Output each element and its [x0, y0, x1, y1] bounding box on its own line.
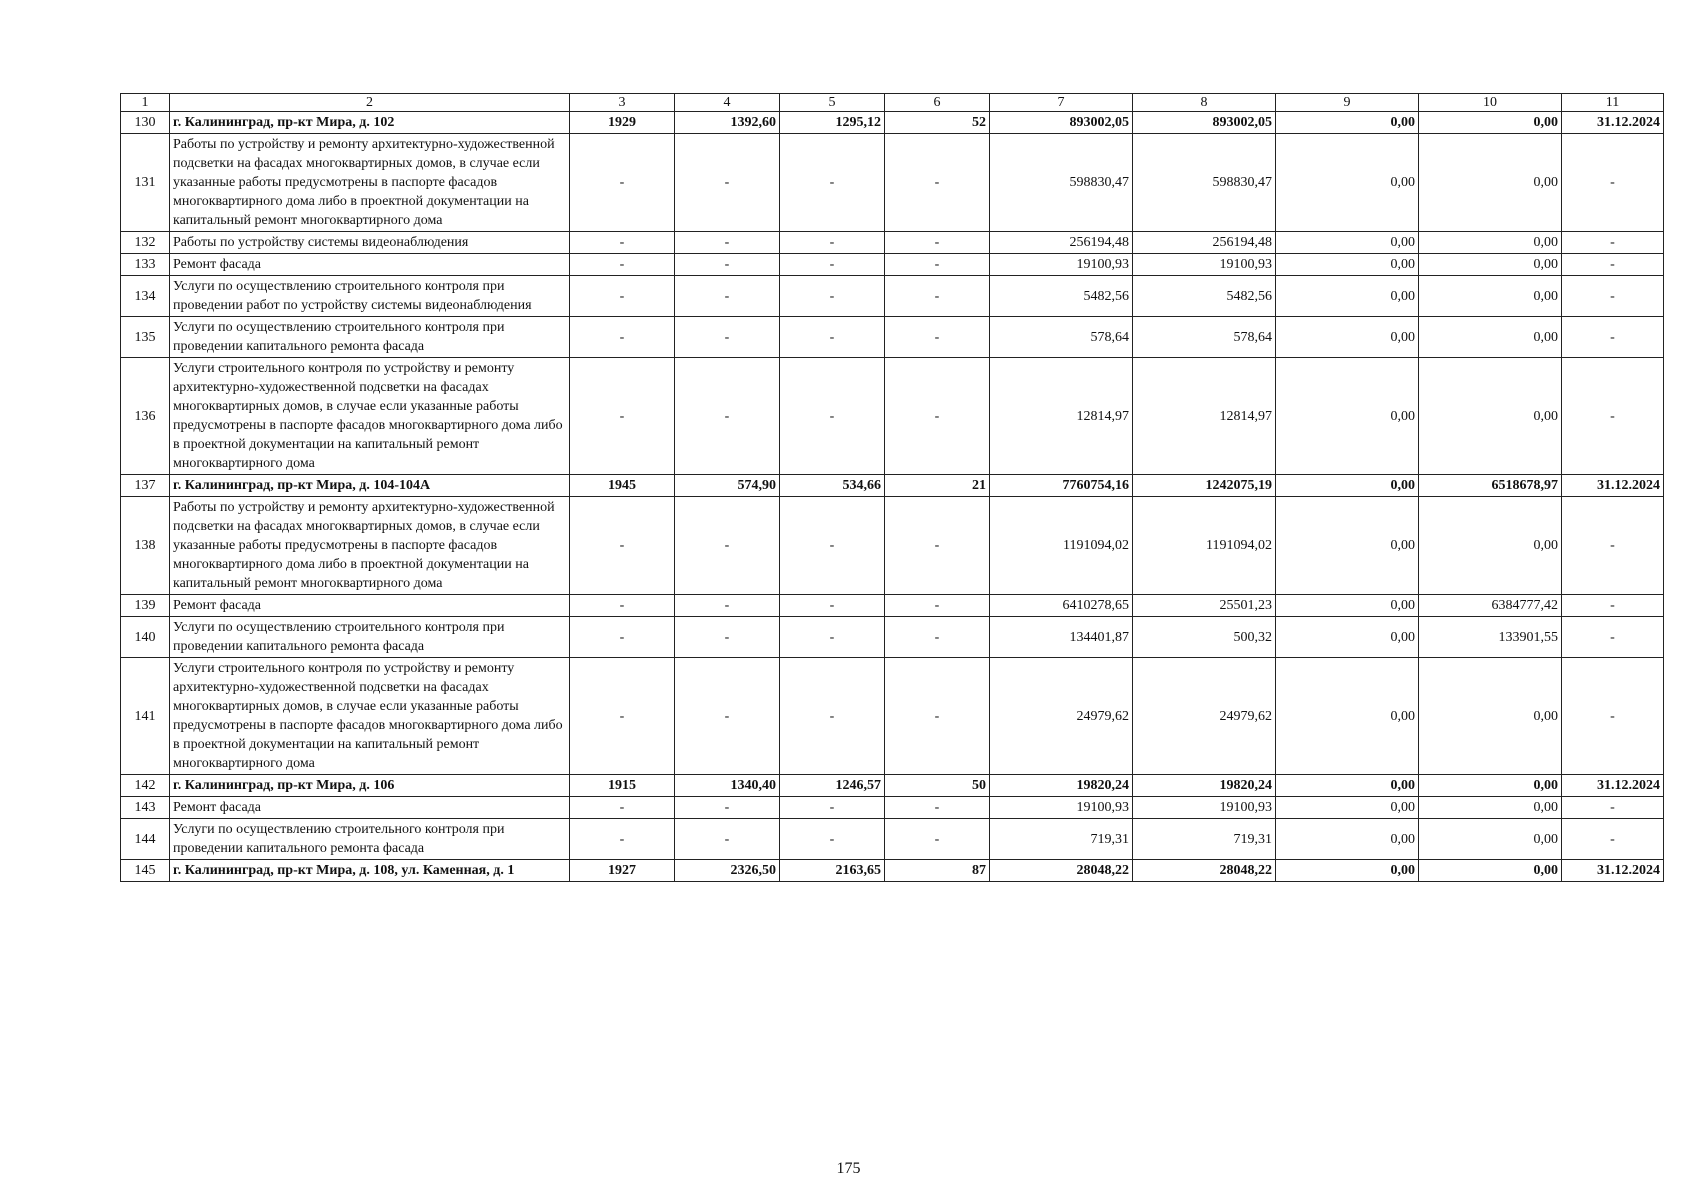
- deadline-cell: 31.12.2024: [1562, 112, 1664, 134]
- table-row: [121, 658, 1664, 775]
- year-built-cell: -: [570, 317, 675, 358]
- table-row: [121, 475, 1664, 497]
- total-area-cell: -: [675, 134, 780, 232]
- year-built-cell: -: [570, 819, 675, 860]
- cost-source-b-cell: 0,00: [1276, 775, 1419, 797]
- description-cell: Работы по устройству системы видеонаблюдения: [170, 232, 570, 254]
- table-row: [121, 358, 1664, 475]
- living-area-cell: -: [780, 276, 885, 317]
- deadline-cell: -: [1562, 617, 1664, 658]
- total-cost-cell: 19100,93: [990, 254, 1133, 276]
- cost-source-b-cell: 0,00: [1276, 317, 1419, 358]
- deadline-cell: -: [1562, 358, 1664, 475]
- year-built-cell: 1945: [570, 475, 675, 497]
- year-built-cell: -: [570, 358, 675, 475]
- total-area-cell: -: [675, 358, 780, 475]
- deadline-cell: -: [1562, 232, 1664, 254]
- row-number-cell: 132: [121, 232, 170, 254]
- header-cell: 11: [1562, 94, 1664, 112]
- cost-source-b-cell: 0,00: [1276, 658, 1419, 775]
- description-cell: г. Калининград, пр-кт Мира, д. 102: [170, 112, 570, 134]
- cost-source-c-cell: 6518678,97: [1419, 475, 1562, 497]
- total-cost-cell: 1191094,02: [990, 497, 1133, 595]
- row-number-cell: 133: [121, 254, 170, 276]
- row-number-cell: 137: [121, 475, 170, 497]
- description-cell: Услуги строительного контроля по устройству и ремонту архитектурно-художественной подсветки на фасадах многоквартирных домов, в случае если указанные работы предусмотрены в паспорте фасадов многоквартирного дома либо в проектной документации на капитальный ремонт многоквартирного дома: [170, 358, 570, 475]
- total-cost-cell: 12814,97: [990, 358, 1133, 475]
- deadline-cell: -: [1562, 276, 1664, 317]
- cost-source-c-cell: 0,00: [1419, 276, 1562, 317]
- table-row: [121, 112, 1664, 134]
- cost-source-c-cell: 0,00: [1419, 819, 1562, 860]
- total-cost-cell: 134401,87: [990, 617, 1133, 658]
- page-number: 175: [836, 1160, 861, 1177]
- cost-source-b-cell: 0,00: [1276, 797, 1419, 819]
- description-cell: Ремонт фасада: [170, 254, 570, 276]
- table-row: [121, 317, 1664, 358]
- total-cost-cell: 6410278,65: [990, 595, 1133, 617]
- cost-source-a-cell: 256194,48: [1133, 232, 1276, 254]
- residents-cell: -: [885, 232, 990, 254]
- row-number-cell: 144: [121, 819, 170, 860]
- total-area-cell: -: [675, 254, 780, 276]
- cost-source-a-cell: 19100,93: [1133, 254, 1276, 276]
- total-cost-cell: 28048,22: [990, 860, 1133, 882]
- cost-source-c-cell: 0,00: [1419, 860, 1562, 882]
- cost-source-a-cell: 598830,47: [1133, 134, 1276, 232]
- header-row: [121, 94, 1664, 112]
- living-area-cell: -: [780, 254, 885, 276]
- total-cost-cell: 19100,93: [990, 797, 1133, 819]
- deadline-cell: -: [1562, 254, 1664, 276]
- year-built-cell: -: [570, 497, 675, 595]
- cost-source-c-cell: 0,00: [1419, 358, 1562, 475]
- table-row: [121, 497, 1664, 595]
- living-area-cell: -: [780, 232, 885, 254]
- total-area-cell: 574,90: [675, 475, 780, 497]
- living-area-cell: -: [780, 797, 885, 819]
- description-cell: Услуги строительного контроля по устройству и ремонту архитектурно-художественной подсветки на фасадах многоквартирных домов, в случае если указанные работы предусмотрены в паспорте фасадов многоквартирного дома либо в проектной документации на капитальный ремонт многоквартирного дома: [170, 658, 570, 775]
- residents-cell: 87: [885, 860, 990, 882]
- cost-source-c-cell: 6384777,42: [1419, 595, 1562, 617]
- cost-source-b-cell: 0,00: [1276, 134, 1419, 232]
- cost-source-b-cell: 0,00: [1276, 276, 1419, 317]
- header-cell: 5: [780, 94, 885, 112]
- living-area-cell: -: [780, 358, 885, 475]
- description-cell: Ремонт фасада: [170, 797, 570, 819]
- cost-source-b-cell: 0,00: [1276, 475, 1419, 497]
- total-area-cell: -: [675, 819, 780, 860]
- cost-source-b-cell: 0,00: [1276, 617, 1419, 658]
- capital-repair-table: [120, 93, 1664, 882]
- cost-source-a-cell: 578,64: [1133, 317, 1276, 358]
- living-area-cell: -: [780, 317, 885, 358]
- cost-source-b-cell: 0,00: [1276, 358, 1419, 475]
- row-number-cell: 145: [121, 860, 170, 882]
- total-cost-cell: 7760754,16: [990, 475, 1133, 497]
- deadline-cell: -: [1562, 595, 1664, 617]
- cost-source-c-cell: 133901,55: [1419, 617, 1562, 658]
- cost-source-b-cell: 0,00: [1276, 232, 1419, 254]
- cost-source-c-cell: 0,00: [1419, 134, 1562, 232]
- deadline-cell: -: [1562, 497, 1664, 595]
- living-area-cell: -: [780, 595, 885, 617]
- row-number-cell: 143: [121, 797, 170, 819]
- header-cell: 4: [675, 94, 780, 112]
- row-number-cell: 131: [121, 134, 170, 232]
- row-number-cell: 140: [121, 617, 170, 658]
- description-cell: Работы по устройству и ремонту архитектурно-художественной подсветки на фасадах многоквартирных домов, в случае если указанные работы предусмотрены в паспорте фасадов многоквартирного дома либо в проектной документации на капитальный ремонт многоквартирного дома: [170, 134, 570, 232]
- year-built-cell: 1927: [570, 860, 675, 882]
- residents-cell: -: [885, 358, 990, 475]
- total-cost-cell: 19820,24: [990, 775, 1133, 797]
- residents-cell: -: [885, 134, 990, 232]
- row-number-cell: 130: [121, 112, 170, 134]
- cost-source-c-cell: 0,00: [1419, 112, 1562, 134]
- year-built-cell: -: [570, 797, 675, 819]
- deadline-cell: -: [1562, 317, 1664, 358]
- total-area-cell: -: [675, 232, 780, 254]
- cost-source-a-cell: 1191094,02: [1133, 497, 1276, 595]
- residents-cell: -: [885, 276, 990, 317]
- description-cell: Услуги по осуществлению строительного контроля при проведении капитального ремонта фасада: [170, 617, 570, 658]
- total-area-cell: -: [675, 658, 780, 775]
- table-row: [121, 595, 1664, 617]
- table-row: [121, 232, 1664, 254]
- deadline-cell: 31.12.2024: [1562, 860, 1664, 882]
- residents-cell: -: [885, 317, 990, 358]
- living-area-cell: 534,66: [780, 475, 885, 497]
- cost-source-a-cell: 12814,97: [1133, 358, 1276, 475]
- cost-source-a-cell: 5482,56: [1133, 276, 1276, 317]
- living-area-cell: -: [780, 819, 885, 860]
- header-cell: 6: [885, 94, 990, 112]
- cost-source-b-cell: 0,00: [1276, 112, 1419, 134]
- cost-source-b-cell: 0,00: [1276, 860, 1419, 882]
- cost-source-a-cell: 893002,05: [1133, 112, 1276, 134]
- total-area-cell: 1392,60: [675, 112, 780, 134]
- residents-cell: -: [885, 819, 990, 860]
- total-area-cell: -: [675, 617, 780, 658]
- total-cost-cell: 719,31: [990, 819, 1133, 860]
- year-built-cell: 1929: [570, 112, 675, 134]
- description-cell: Услуги по осуществлению строительного контроля при проведении капитального ремонта фасада: [170, 317, 570, 358]
- table-row: [121, 134, 1664, 232]
- total-area-cell: -: [675, 497, 780, 595]
- year-built-cell: -: [570, 232, 675, 254]
- total-area-cell: -: [675, 276, 780, 317]
- cost-source-a-cell: 25501,23: [1133, 595, 1276, 617]
- cost-source-a-cell: 19100,93: [1133, 797, 1276, 819]
- total-area-cell: 2326,50: [675, 860, 780, 882]
- living-area-cell: -: [780, 617, 885, 658]
- cost-source-b-cell: 0,00: [1276, 819, 1419, 860]
- description-cell: г. Калининград, пр-кт Мира, д. 104-104А: [170, 475, 570, 497]
- cost-source-a-cell: 28048,22: [1133, 860, 1276, 882]
- residents-cell: -: [885, 797, 990, 819]
- residents-cell: 21: [885, 475, 990, 497]
- description-cell: г. Калининград, пр-кт Мира, д. 106: [170, 775, 570, 797]
- cost-source-c-cell: 0,00: [1419, 775, 1562, 797]
- row-number-cell: 138: [121, 497, 170, 595]
- table-row: [121, 797, 1664, 819]
- residents-cell: -: [885, 617, 990, 658]
- cost-source-a-cell: 1242075,19: [1133, 475, 1276, 497]
- total-cost-cell: 893002,05: [990, 112, 1133, 134]
- year-built-cell: -: [570, 595, 675, 617]
- header-cell: 1: [121, 94, 170, 112]
- cost-source-a-cell: 500,32: [1133, 617, 1276, 658]
- total-cost-cell: 256194,48: [990, 232, 1133, 254]
- residents-cell: -: [885, 497, 990, 595]
- row-number-cell: 141: [121, 658, 170, 775]
- total-area-cell: -: [675, 317, 780, 358]
- cost-source-c-cell: 0,00: [1419, 658, 1562, 775]
- cost-source-a-cell: 719,31: [1133, 819, 1276, 860]
- year-built-cell: -: [570, 617, 675, 658]
- header-cell: 8: [1133, 94, 1276, 112]
- living-area-cell: -: [780, 658, 885, 775]
- living-area-cell: 2163,65: [780, 860, 885, 882]
- year-built-cell: -: [570, 254, 675, 276]
- cost-source-a-cell: 24979,62: [1133, 658, 1276, 775]
- cost-source-c-cell: 0,00: [1419, 797, 1562, 819]
- total-cost-cell: 5482,56: [990, 276, 1133, 317]
- total-cost-cell: 598830,47: [990, 134, 1133, 232]
- description-cell: Услуги по осуществлению строительного контроля при проведении капитального ремонта фасада: [170, 819, 570, 860]
- deadline-cell: -: [1562, 819, 1664, 860]
- table-row: [121, 860, 1664, 882]
- residents-cell: -: [885, 254, 990, 276]
- cost-source-b-cell: 0,00: [1276, 595, 1419, 617]
- residents-cell: 50: [885, 775, 990, 797]
- year-built-cell: -: [570, 134, 675, 232]
- total-area-cell: -: [675, 797, 780, 819]
- header-cell: 10: [1419, 94, 1562, 112]
- cost-source-c-cell: 0,00: [1419, 254, 1562, 276]
- table-row: [121, 775, 1664, 797]
- deadline-cell: -: [1562, 134, 1664, 232]
- description-cell: Ремонт фасада: [170, 595, 570, 617]
- year-built-cell: -: [570, 658, 675, 775]
- table-row: [121, 276, 1664, 317]
- year-built-cell: 1915: [570, 775, 675, 797]
- cost-source-c-cell: 0,00: [1419, 232, 1562, 254]
- deadline-cell: -: [1562, 797, 1664, 819]
- header-cell: 9: [1276, 94, 1419, 112]
- total-cost-cell: 578,64: [990, 317, 1133, 358]
- living-area-cell: -: [780, 134, 885, 232]
- row-number-cell: 134: [121, 276, 170, 317]
- row-number-cell: 139: [121, 595, 170, 617]
- residents-cell: 52: [885, 112, 990, 134]
- cost-source-b-cell: 0,00: [1276, 497, 1419, 595]
- deadline-cell: 31.12.2024: [1562, 775, 1664, 797]
- total-area-cell: 1340,40: [675, 775, 780, 797]
- cost-source-b-cell: 0,00: [1276, 254, 1419, 276]
- living-area-cell: 1295,12: [780, 112, 885, 134]
- total-cost-cell: 24979,62: [990, 658, 1133, 775]
- residents-cell: -: [885, 658, 990, 775]
- description-cell: г. Калининград, пр-кт Мира, д. 108, ул. Каменная, д. 1: [170, 860, 570, 882]
- table-row: [121, 254, 1664, 276]
- year-built-cell: -: [570, 276, 675, 317]
- cost-source-c-cell: 0,00: [1419, 317, 1562, 358]
- header-cell: 3: [570, 94, 675, 112]
- table-row: [121, 617, 1664, 658]
- total-area-cell: -: [675, 595, 780, 617]
- cost-source-a-cell: 19820,24: [1133, 775, 1276, 797]
- row-number-cell: 142: [121, 775, 170, 797]
- deadline-cell: 31.12.2024: [1562, 475, 1664, 497]
- residents-cell: -: [885, 595, 990, 617]
- header-cell: 2: [170, 94, 570, 112]
- header-cell: 7: [990, 94, 1133, 112]
- deadline-cell: -: [1562, 658, 1664, 775]
- table-row: [121, 819, 1664, 860]
- living-area-cell: 1246,57: [780, 775, 885, 797]
- cost-source-c-cell: 0,00: [1419, 497, 1562, 595]
- description-cell: Работы по устройству и ремонту архитектурно-художественной подсветки на фасадах многоквартирных домов, в случае если указанные работы предусмотрены в паспорте фасадов многоквартирного дома либо в проектной документации на капитальный ремонт многоквартирного дома: [170, 497, 570, 595]
- description-cell: Услуги по осуществлению строительного контроля при проведении работ по устройству системы видеонаблюдения: [170, 276, 570, 317]
- row-number-cell: 135: [121, 317, 170, 358]
- row-number-cell: 136: [121, 358, 170, 475]
- living-area-cell: -: [780, 497, 885, 595]
